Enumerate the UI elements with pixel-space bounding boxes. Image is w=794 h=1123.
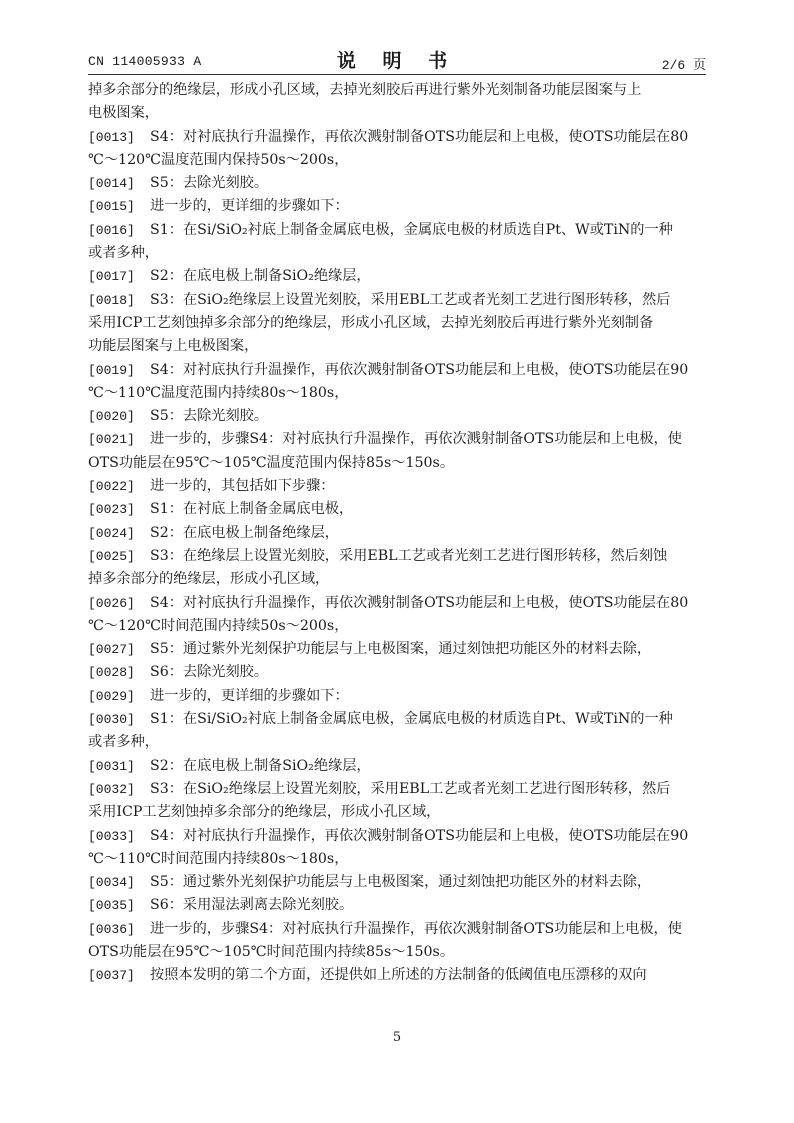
document-number: CN 114005933 A: [88, 54, 202, 69]
paragraph-number: [0023]: [88, 502, 135, 518]
paragraph-number: [0036]: [88, 921, 135, 937]
paragraph-number: [0031]: [88, 758, 135, 774]
continuation-line: [88, 731, 708, 754]
page-number: 5: [392, 1030, 402, 1045]
continuation-line: [88, 615, 708, 638]
paragraph-line: [88, 592, 708, 615]
paragraph-number: [0029]: [88, 688, 135, 704]
line-text: S5：去除光刻胶。: [150, 175, 269, 192]
line-text: S3：在绝缘层上设置光刻胶，采用EBL工艺或者光刻工艺进行图形转移，然后刻蚀: [150, 547, 668, 564]
paragraph-line: [88, 685, 708, 708]
line-text: S5：去除光刻胶。: [150, 408, 269, 425]
line-text: 进一步的，步骤S4：对衬底执行升温操作，再依次溅射制备OTS功能层和上电极，使: [150, 920, 682, 937]
line-text: S4：对衬底执行升温操作，再依次溅射制备OTS功能层和上电极，使OTS功能层在80: [150, 594, 689, 611]
page-indicator: 2/6 页: [661, 58, 706, 73]
line-text: 掉多余部分的绝缘层，形成小孔区域，去掉光刻胶后再进行紫外光刻制备功能层图案与上: [88, 82, 642, 98]
line-text: 掉多余部分的绝缘层，形成小孔区域，: [88, 571, 330, 588]
continuation-line: [88, 568, 708, 591]
paragraph-line: [88, 638, 708, 661]
line-text: OTS功能层在95℃～105℃温度范围内保持85s～150s。: [88, 454, 455, 471]
paragraph-line: [88, 475, 708, 498]
paragraph-line: [88, 825, 708, 848]
continuation-line: [88, 102, 708, 125]
paragraph-number: [0019]: [88, 362, 135, 378]
paragraph-number: [0022]: [88, 479, 135, 495]
paragraph-number: [0026]: [88, 595, 135, 611]
paragraph-line: [88, 265, 708, 288]
paragraph-line: [88, 289, 708, 312]
line-text: S6：去除光刻胶。: [150, 664, 269, 681]
paragraph-number: [0027]: [88, 642, 135, 658]
header-rule: [88, 74, 706, 75]
paragraph-number: [0030]: [88, 712, 135, 728]
continuation-line: [88, 452, 708, 475]
line-text: S4：对衬底执行升温操作，再依次溅射制备OTS功能层和上电极，使OTS功能层在90: [150, 361, 689, 378]
paragraph-number: [0033]: [88, 828, 135, 844]
paragraph-line: [88, 359, 708, 382]
line-text: S1：在Si/SiO₂衬底上制备金属底电极，金属底电极的材质选自Pt、W或TiN的一种: [150, 221, 673, 238]
paragraph-line: [88, 498, 708, 521]
paragraph-number: [0016]: [88, 222, 135, 238]
paragraph-line: [88, 126, 708, 149]
line-text: S4：对衬底执行升温操作，再依次溅射制备OTS功能层和上电极，使OTS功能层在90: [150, 827, 689, 844]
continuation-line: [88, 801, 708, 824]
paragraph-line: [88, 522, 708, 545]
paragraph-number: [0024]: [88, 525, 135, 541]
line-text: S2：在底电极上制备SiO₂绝缘层，: [150, 268, 371, 285]
line-text: S2：在底电极上制备SiO₂绝缘层，: [150, 757, 371, 774]
line-text: S3：在SiO₂绝缘层上设置光刻胶，采用EBL工艺或者光刻工艺进行图形转移，然后: [150, 780, 671, 797]
line-text: 采用ICP工艺刻蚀掉多余部分的绝缘层，形成小孔区域，: [88, 804, 441, 821]
line-text: S3：在SiO₂绝缘层上设置光刻胶，采用EBL工艺或者光刻工艺进行图形转移，然后: [150, 291, 671, 308]
line-text: 进一步的，更详细的步骤如下：: [150, 687, 349, 704]
line-text: 或者多种，: [88, 734, 159, 751]
paragraph-line: [88, 918, 708, 941]
continuation-line: [88, 382, 708, 405]
line-text: 进一步的，步骤S4：对衬底执行升温操作，再依次溅射制备OTS功能层和上电极，使: [150, 431, 682, 448]
continuation-line: [88, 79, 708, 102]
paragraph-line: [88, 172, 708, 195]
line-text: S6：采用湿法剥离去除光刻胶。: [150, 897, 354, 914]
line-text: 功能层图案与上电极图案，: [88, 338, 259, 355]
line-text: 或者多种，: [88, 245, 159, 262]
paragraph-number: [0028]: [88, 665, 135, 681]
paragraph-number: [0032]: [88, 781, 135, 797]
paragraph-number: [0020]: [88, 409, 135, 425]
line-text: 电极图案，: [88, 105, 159, 122]
paragraph-number: [0037]: [88, 968, 135, 984]
continuation-line: [88, 312, 708, 335]
paragraph-line: [88, 894, 708, 917]
line-text: 进一步的，其包括如下步骤：: [150, 478, 335, 495]
paragraph-line: [88, 661, 708, 684]
paragraph-line: [88, 405, 708, 428]
line-text: S5：通过紫外光刻保护功能层与上电极图案，通过刻蚀把功能区外的材料去除，: [150, 641, 652, 658]
paragraph-line: [88, 708, 708, 731]
line-text: 进一步的，更详细的步骤如下：: [150, 198, 349, 215]
line-text: ℃～110℃时间范围内持续80s～180s，: [88, 850, 349, 867]
paragraph-number: [0017]: [88, 269, 135, 285]
line-text: OTS功能层在95℃～105℃时间范围内持续85s～150s。: [88, 943, 455, 960]
line-text: ℃～120℃时间范围内持续50s～200s，: [88, 617, 349, 634]
line-text: S1：在衬底上制备金属底电极，: [150, 501, 354, 518]
paragraph-number: [0025]: [88, 548, 135, 564]
paragraph-line: [88, 755, 708, 778]
paragraph-number: [0015]: [88, 199, 135, 215]
paragraph-line: [88, 219, 708, 242]
paragraph-number: [0013]: [88, 129, 135, 145]
paragraph-line: [88, 545, 708, 568]
line-text: ℃～120℃温度范围内保持50s～200s，: [88, 151, 349, 168]
paragraph-number: [0018]: [88, 292, 135, 308]
paragraph-line: [88, 428, 708, 451]
continuation-line: [88, 941, 708, 964]
continuation-line: [88, 242, 708, 265]
paragraph-number: [0034]: [88, 875, 135, 891]
line-text: S1：在Si/SiO₂衬底上制备金属底电极，金属底电极的材质选自Pt、W或TiN的一种: [150, 711, 673, 728]
line-text: 采用ICP工艺刻蚀掉多余部分的绝缘层，形成小孔区域，去掉光刻胶后再进行紫外光刻制备: [88, 314, 654, 331]
paragraph-line: [88, 964, 708, 987]
paragraph-line: [88, 195, 708, 218]
line-text: S5：通过紫外光刻保护功能层与上电极图案，通过刻蚀把功能区外的材料去除，: [150, 874, 652, 891]
document-title: 说 明 书: [336, 50, 458, 72]
paragraph-number: [0035]: [88, 898, 135, 914]
line-text: S4：对衬底执行升温操作，再依次溅射制备OTS功能层和上电极，使OTS功能层在80: [150, 128, 689, 145]
line-text: S2：在底电极上制备绝缘层，: [150, 524, 339, 541]
continuation-line: [88, 848, 708, 871]
paragraph-line: [88, 871, 708, 894]
line-text: ℃～110℃温度范围内持续80s～180s，: [88, 384, 349, 401]
paragraph-line: [88, 778, 708, 801]
continuation-line: [88, 335, 708, 358]
paragraph-number: [0014]: [88, 176, 135, 192]
continuation-line: [88, 149, 708, 172]
page-header: [88, 46, 706, 72]
line-text: 按照本发明的第二个方面，还提供如上所述的方法制备的低阈值电压漂移的双向: [150, 967, 647, 984]
document-body: [88, 79, 708, 988]
paragraph-number: [0021]: [88, 432, 135, 448]
